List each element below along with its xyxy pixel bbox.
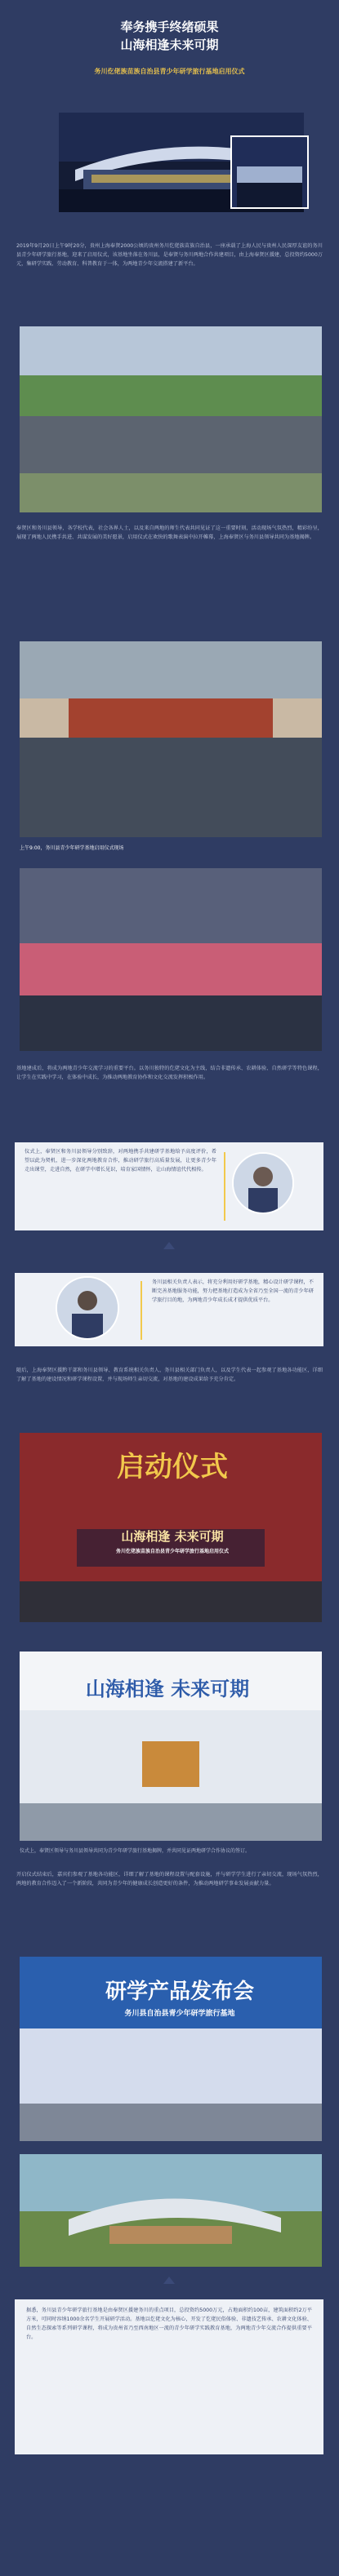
caption-2: 仪式上，奉贤区领导与务川县领导共同为青少年研学旅行基地揭牌，并共同见证两地研学合作协议的签订。: [20, 1848, 251, 1854]
caption-1: 上午9:00，务川县青少年研学基地启用仪式现场: [20, 845, 124, 851]
final-paragraph: 据悉，务川县青少年研学旅行基地是由奉贤区援建务川的重点项目，总投资约5000万元，占地面积约100亩，建筑面积约2万平方米，可同时容纳1000余名学生开展研学活动。基地以仡佬文化为核心，开发了仡佬民俗体验、非遗技艺传承、农耕文化体验、自然生态探索等系列研学课程，将成为贵州省乃至西南地区一流的青少年研学实践教育基地，为两地青少年交流合作提供重要平台。: [26, 2308, 312, 2340]
quote-text-2: 务川县相关负责人表示，将充分利用好研学基地，精心设计研学课程，不断完善基地服务功能，努力把基地打造成为全省乃至全国一流的青少年研学旅行目的地，为两地青少年成长成才提供优质平台。: [152, 1279, 314, 1303]
launch-banner-title: 启动仪式: [117, 1451, 228, 1483]
slogan-banner: 山海相逢 未来可期: [85, 1678, 250, 1700]
title-line-1: 奉务携手终绪硕果: [120, 20, 219, 34]
hero-inset-photo: [230, 135, 309, 209]
ceremony-photo-1: [20, 326, 322, 512]
product-banner-sub: 务川县自治县青少年研学旅行基地: [124, 2010, 235, 2018]
paragraph-3: 基地建成后，将成为两地青少年交流学习的重要平台。以务川独特的仡佬文化为主线，结合非遗传承、农耕体验、自然研学等特色课程，让学生在实践中学习，在体验中成长，为推动两地教育协作和文化交流发挥积极作用。: [16, 1066, 323, 1080]
title-line-2: 山海相逢未来可期: [120, 38, 219, 52]
paragraph-5: 开启仪式结束后，嘉宾们参观了基地各功能区，详细了解了基地的课程设置与配套设施，并与研学学生进行了亲切交流，现场气氛热烈，两地的教育合作迈入了一个新阶段，共同为青少年的健康成长创造更好的条件，为推动两地研学事业发展贡献力量。: [16, 1872, 323, 1887]
performance-photo: [20, 868, 322, 1051]
quote-text-1: 仪式上，奉贤区和务川县领导分别致辞，对两地携手共建研学基地给予高度评价，希望以此为契机，进一步深化两地教育合作，推动研学旅行高质量发展，让更多青少年走出课堂，走进自然，在研学中增长见识，培育家国情怀，让山海情谊代代相传。: [25, 1149, 216, 1173]
paragraph-4: 随后，上海奉贤区援黔干部和务川县领导、教育系统相关负责人、务川县相关部门负责人，以及学生代表一起参观了基地各功能区，详细了解了基地的建设情况和研学课程设置，并与现场师生亲切交流，对基地的建设成果给予充分肯定。: [16, 1368, 323, 1382]
arrow-up-icon-2: [163, 2277, 175, 2284]
subtitle: 务川仡佬族苗族自治县青少年研学旅行基地启用仪式: [94, 68, 245, 75]
quote-divider-1: [224, 1152, 225, 1221]
quote-divider-2: [141, 1281, 142, 1340]
launch-banner-slogan: 山海相逢 未来可期: [121, 1529, 224, 1544]
product-banner: 研学产品发布会: [105, 1980, 254, 2004]
paragraph-2: 奉贤区和务川县领导，各学校代表，社会各界人士，以及来自两地的师生代表共同见证了这一重要时刻，活动现场气氛热烈，精彩纷呈，展现了两地人民携手共进、共谋发展的美好愿景，启用仪式在欢快的歌舞表演中拉开帷幕，上海奉贤区与务川县领导共同为基地揭牌。: [16, 525, 323, 540]
speaker-photo-2: [56, 1276, 119, 1340]
base-rendering-photo: [20, 2154, 322, 2267]
arrow-up-icon: [163, 1242, 175, 1249]
launch-banner-sub: 务川仡佬族苗族自治县青少年研学旅行基地启用仪式: [115, 1549, 229, 1554]
intro-paragraph: 2019年9月20日上午9时20分，贵州上海奉贤2000公顷的贵州务川仡佬族苗族自治县，一座承载了上海人民与贵州人民深厚友谊的务川县青少年研学旅行基地，迎来了启用仪式，该基地坐落在务川县，是奉贤与务川两地合作共建项目，由上海奉贤区援建，总投资约5000万元，集研学实践、劳动教育、科普教育于一体，为两地青少年交流搭建了新平台。: [16, 243, 323, 267]
speaker-photo-1: [232, 1152, 294, 1214]
ceremony-photo-2: [20, 641, 322, 837]
